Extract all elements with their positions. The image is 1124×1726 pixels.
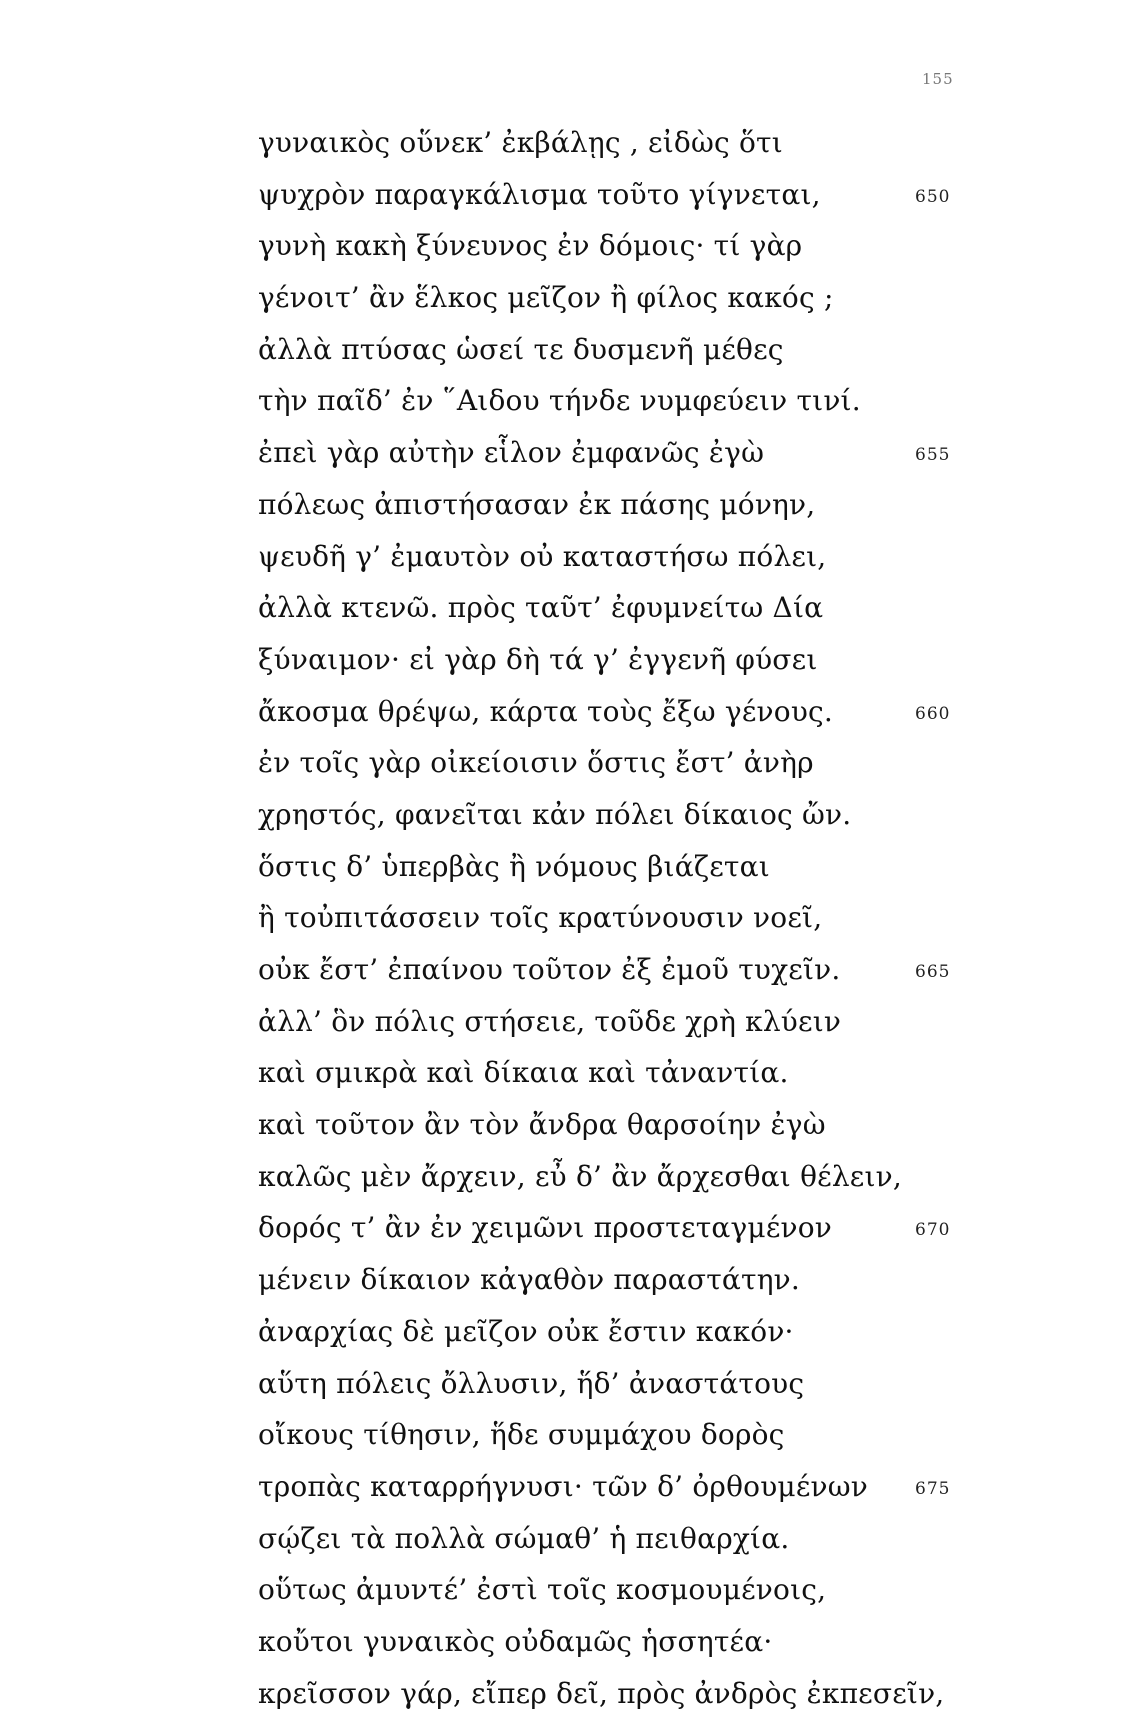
verse-line bbox=[258, 1003, 1018, 1055]
verse-text: χρηστός, φανεῖται κἀν πόλει δίκαιος ὤν. bbox=[258, 797, 852, 831]
line-number: 665 bbox=[915, 962, 951, 982]
verse-text: γυναικὸς οὕνεκ’ ἐκβάλῃς , εἰδὼς ὅτι bbox=[258, 126, 783, 159]
verse-text: πόλεως ἀπιστήσασαν ἐκ πάσης μόνην, bbox=[258, 487, 816, 521]
verse-line bbox=[258, 538, 1018, 590]
verse-text: κοὔτοι γυναικὸς οὐδαμῶς ἡσσητέα· bbox=[258, 1624, 773, 1658]
verse-text: οἴκους τίθησιν, ἥδε συμμάχου δορὸς bbox=[258, 1418, 785, 1452]
verse-line bbox=[258, 1520, 1018, 1572]
verse-line bbox=[258, 1261, 1018, 1313]
verse-line bbox=[258, 176, 1018, 228]
verse-text: ἐπεὶ γὰρ αὐτὴν εἷλον ἐμφανῶς ἐγὼ bbox=[258, 436, 765, 470]
verse-line bbox=[258, 744, 1018, 796]
verse-text: καὶ σμικρὰ καὶ δίκαια καὶ τἀναντία. bbox=[258, 1056, 789, 1090]
verse-line bbox=[258, 434, 1018, 486]
verse-text: οὕτως ἀμυντέ’ ἐστὶ τοῖς κοσμουμένοις, bbox=[258, 1573, 827, 1607]
verse-line bbox=[258, 486, 1018, 538]
verse-line bbox=[258, 124, 1018, 176]
verse-text: ἀναρχίας δὲ μεῖζον οὐκ ἔστιν κακόν· bbox=[258, 1314, 794, 1348]
verse-line bbox=[258, 1571, 1018, 1623]
verse-text: ἀλλ’ ὃν πόλις στήσειε, τοῦδε χρὴ κλύειν bbox=[258, 1004, 842, 1038]
verse-text: τὴν παῖδ’ ἐν ῞Αιδου τήνδε νυμφεύειν τινί. bbox=[258, 384, 861, 418]
line-number: 650 bbox=[915, 186, 951, 207]
page-number: 155 bbox=[922, 70, 954, 88]
verse-line bbox=[258, 951, 1018, 1003]
verse-line bbox=[258, 1365, 1018, 1417]
verse-line bbox=[258, 331, 1018, 383]
verse-line bbox=[258, 589, 1018, 641]
verse-line bbox=[258, 796, 1018, 848]
verse-line bbox=[258, 1468, 1018, 1520]
verse-line bbox=[258, 1313, 1018, 1365]
verse-line bbox=[258, 279, 1018, 331]
verse-text: κρεῖσσον γάρ, εἴπερ δεῖ, πρὸς ἀνδρὸς ἐκπεσεῖν, bbox=[258, 1676, 945, 1710]
verse-text: ψευδῆ γ’ ἐμαυτὸν οὐ καταστήσω πόλει, bbox=[258, 539, 827, 573]
verse-line bbox=[258, 1675, 1018, 1726]
verse-line bbox=[258, 227, 1018, 279]
verse-text: καὶ τοῦτον ἂν τὸν ἄνδρα θαρσοίην ἐγὼ bbox=[258, 1108, 826, 1142]
verse-line bbox=[258, 693, 1018, 745]
verse-text: ἀλλὰ πτύσας ὡσεί τε δυσμενῆ μέθες bbox=[258, 332, 784, 366]
verse-line bbox=[258, 1054, 1018, 1106]
verse-line bbox=[258, 848, 1018, 900]
verse-text: μένειν δίκαιον κἀγαθὸν παραστάτην. bbox=[258, 1263, 800, 1297]
verse-text: ἀλλὰ κτενῶ. πρὸς ταῦτ’ ἐφυμνείτω Δία bbox=[258, 591, 824, 625]
verse-text: καλῶς μὲν ἄρχειν, εὖ δ’ ἂν ἄρχεσθαι θέλειν, bbox=[258, 1159, 902, 1193]
verse-text: ἄκοσμα θρέψω, κάρτα τοὺς ἔξω γένους. bbox=[258, 694, 834, 728]
verse-line bbox=[258, 382, 1018, 434]
verse-block bbox=[258, 124, 1018, 1726]
verse-line bbox=[258, 899, 1018, 951]
verse-text: γένοιτ’ ἂν ἕλκος μεῖζον ἢ φίλος κακός ; bbox=[258, 281, 834, 315]
verse-line bbox=[258, 1106, 1018, 1158]
verse-text: τροπὰς καταρρήγνυσι· τῶν δ’ ὀρθουμένων bbox=[258, 1469, 869, 1503]
line-number: 660 bbox=[915, 703, 951, 724]
verse-text: γυνὴ κακὴ ξύνευνος ἐν δόμοις· τί γὰρ bbox=[258, 229, 803, 263]
verse-text: ὅστις δ’ ὑπερβὰς ἢ νόμους βιάζεται bbox=[258, 849, 770, 883]
verse-text: ξύναιμον· εἰ γὰρ δὴ τά γ’ ἐγγενῆ φύσει bbox=[258, 642, 818, 676]
verse-text: ἢ τοὐπιτάσσειν τοῖς κρατύνουσιν νοεῖ, bbox=[258, 901, 823, 935]
verse-line bbox=[258, 1158, 1018, 1210]
verse-line bbox=[258, 1416, 1018, 1468]
verse-text: οὐκ ἔστ’ ἐπαίνου τοῦτον ἐξ ἐμοῦ τυχεῖν. bbox=[258, 953, 841, 986]
verse-text: σῴζει τὰ πολλὰ σώμαθ’ ἡ πειθαρχία. bbox=[258, 1521, 790, 1555]
verse-line bbox=[258, 1209, 1018, 1261]
line-number: 655 bbox=[915, 445, 951, 466]
verse-text: ψυχρὸν παραγκάλισμα τοῦτο γίγνεται, bbox=[258, 177, 821, 211]
line-number: 670 bbox=[915, 1220, 951, 1241]
line-number: 675 bbox=[915, 1478, 951, 1499]
verse-line bbox=[258, 641, 1018, 693]
verse-text: δορός τ’ ἂν ἐν χειμῶνι προστεταγμένον bbox=[258, 1211, 833, 1245]
verse-text: ἐν τοῖς γὰρ οἰκείοισιν ὅστις ἔστ’ ἀνὴρ bbox=[258, 746, 814, 780]
verse-text: αὕτη πόλεις ὄλλυσιν, ἥδ’ ἀναστάτους bbox=[258, 1366, 805, 1400]
verse-line bbox=[258, 1623, 1018, 1675]
